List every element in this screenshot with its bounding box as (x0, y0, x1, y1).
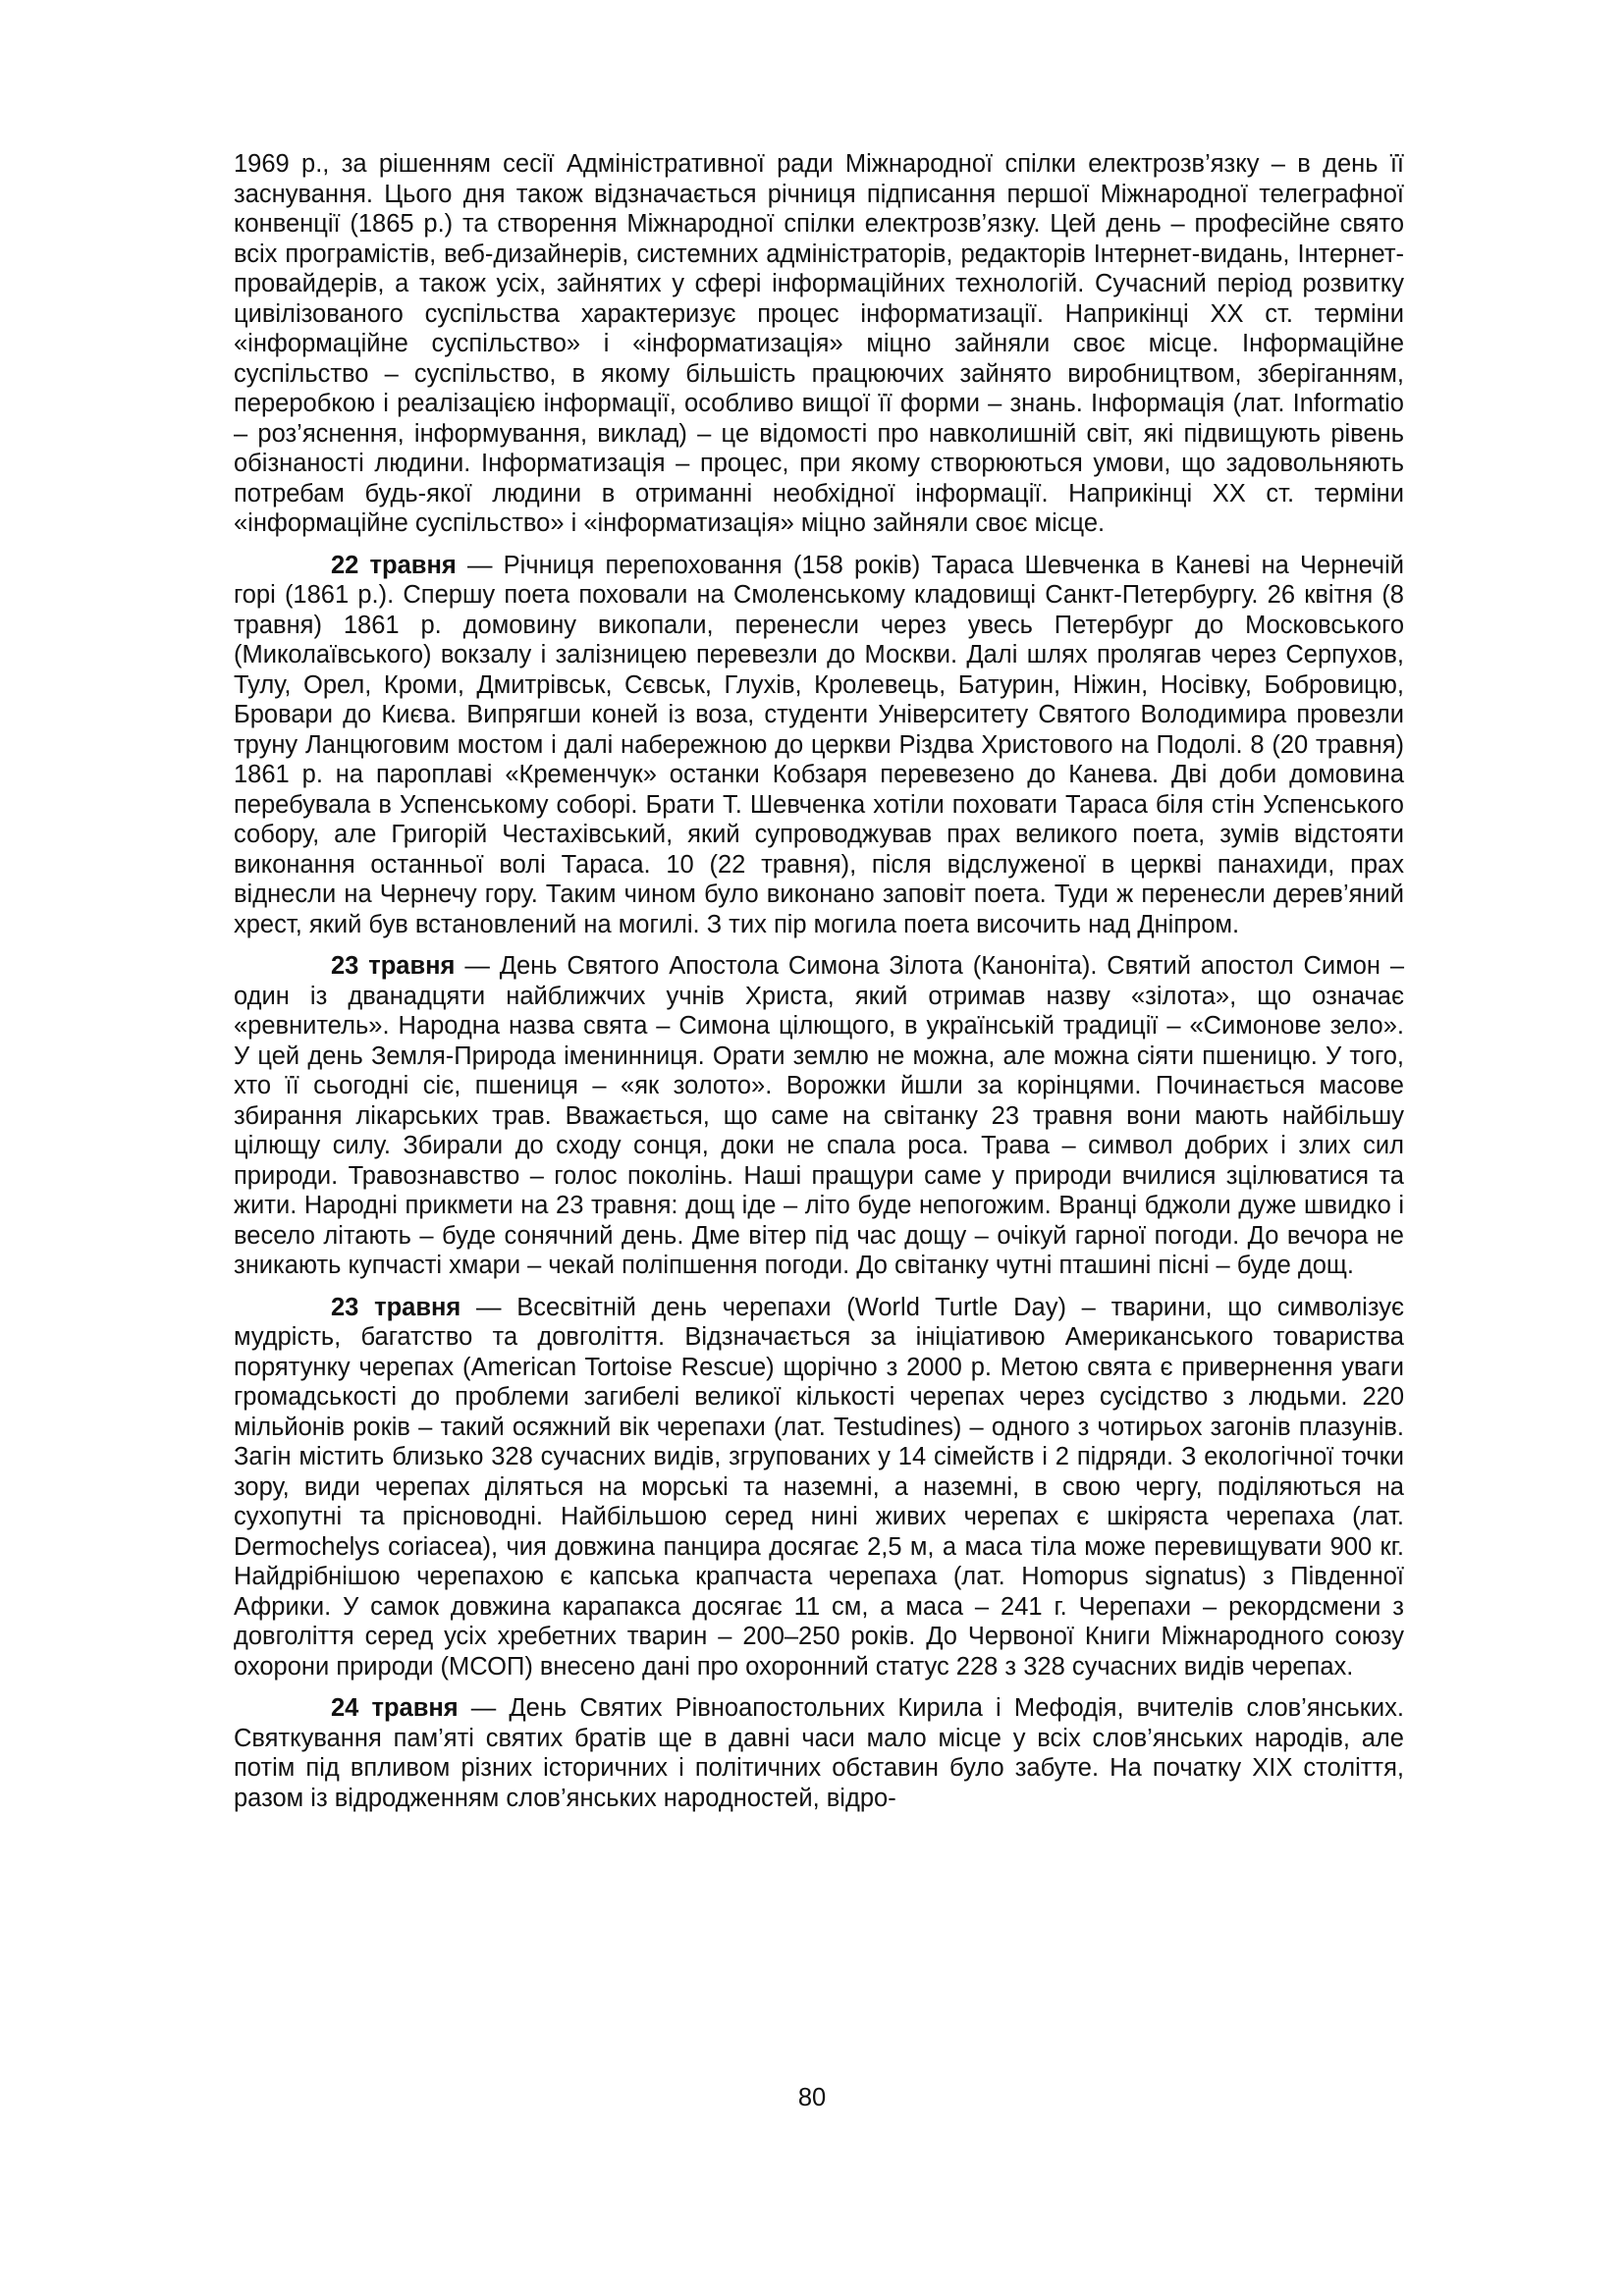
paragraph-apostle-simon-day (234, 951, 1404, 1281)
page-number: 80 (797, 2084, 827, 2111)
date-label: 22 травня (331, 551, 457, 579)
paragraph-text: — Річниця перепоховання (158 років) Тараса Шевченка в Каневі на Чернечій горі (1861 р.). Спершу поета поховали на Смоленському кладовищі Санкт-Петербургу. 26 квітня (8 травня) 1861 р. домовину викопали, перенесли через увесь Петербург до Московського (Миколаївського) вокзалу і залізницею перевезли до Москви. Далі шлях пролягав через Серпухов, Тулу, Орел, Кроми, Дмитрівськ, Сєвськ, Глухів, Кролевець, Батурин, Ніжин, Носівку, Бобровицю, Бровари до Києва. Випрягши коней із воза, студенти Університету Святого Володимира провезли труну Ланцюговим мостом і далі набережною до церкви Різдва Христового на Подолі. 8 (20 травня) 1861 р. на пароплаві «Кременчук» останки Кобзаря перевезено до Канева. Дві доби домовина перебувала в Успенському соборі. Брати Т. Шевченка хотіли поховати Тараса біля стін Успенського собору, але Григорій Честахівський, який супроводжував прах великого поета, зумів відстояти виконання останньої волі Тараса. 10 (22 травня), після відслуженої в церкві панахиди, прах віднесли на Чернечу гору. Таким чином було виконано заповіт поета. Туди ж перенесли дерев’яний хрест, який був встановлений на могилі. З тих пір могила поета височить над Дніпром. (234, 551, 1404, 938)
date-label: 24 травня (331, 1694, 459, 1722)
paragraph-text: — Всесвітній день черепахи (World Turtle Day) – тварини, що символізує мудрість, багатство та довголіття. Відзначається за ініціативою Американського товариства порятунку черепах (American Tortoise Rescue) щорічно з 2000 р. Метою свята є привернення уваги громадськості до проблеми загибелі великої кількості черепах через сусідство з людьми. 220 мільйонів років – такий осяжний вік черепахи (лат. Testudines) – одного з чотирьох загонів плазунів. Загін містить близько 328 сучасних видів, згрупованих у 14 сімейств і 2 підряди. З екологічної точки зору, види черепах діляться на морські та наземні, а наземні, в свою чергу, поділяються на сухопутні та прісноводні. Найбільшою серед нині живих черепах є шкіряста черепаха (лат. Dermochelys coriacea), чия довжина панцира досягає 2,5 м, а маса тіла може перевищувати 900 кг. Найдрібнішою черепахою є капська крапчаста черепаха (лат. Homopus signatus) з Південної Африки. У самок довжина карапакса досягає 11 см, а маса – 241 г. Черепахи – рекордсмени з довголіття серед усіх хребетних тварин – 200–250 років. До Червоної Книги Міжнародного союзу охорони природи (МСОП) внесено дані про охоронний статус 228 з 328 сучасних видів черепах. (234, 1293, 1404, 1681)
date-label: 23 травня (331, 952, 456, 980)
date-label: 23 травня (331, 1293, 461, 1321)
document-page (234, 149, 1404, 1825)
paragraph-shevchenko-reburial (234, 551, 1404, 940)
paragraph-world-turtle-day (234, 1293, 1404, 1682)
paragraph-text: 1969 р., за рішенням сесії Адміністративної ради Міжнародної спілки електрозв’язку – в день її заснування. Цього дня також відзначається річниця підписання першої Міжнародної телеграфної конвенції (1865 р.) та створення Міжнародної спілки електрозв’язку. Цей день – професійне свято всіх програмістів, веб-дизайнерів, системних адміністраторів, редакторів Інтернет-видань, Інтернет-провайдерів, а також усіх, зайнятих у сфері інформаційних технологій. Сучасний період розвитку цивілізованого суспільства характеризує процес інформатизації. Наприкінці ХХ ст. терміни «інформаційне суспільство» і «інформатизація» міцно зайняли своє місце. Інформаційне суспільство – суспільство, в якому більшість працюючих зайнято виробництвом, зберіганням, переробкою і реалізацією інформації, особливо вищої її форми – знань. Інформація (лат. Informatio – роз’яснення, інформування, виклад) – це відомості про навколишній світ, які підвищують рівень обізнаності людини. Інформатизація – процес, при якому створюються умови, що задовольняють потребам будь-якої людини в отриманні необхідної інформації. Наприкінці ХХ ст. терміни «інформаційне суспільство» і «інформатизація» міцно зайняли своє місце. (234, 150, 1404, 537)
paragraph-cyril-methodius-day (234, 1693, 1404, 1813)
paragraph-text: — День Святих Рівноапостольних Кирила і Мефодія, вчителів слов’янських. Святкування пам’яті святих братів ще в давні часи мало місце у всіх слов’янських народів, але потім під впливом різних історичних і політичних обставин було забуте. На початку XIX століття, разом із відродженням слов’янських народностей, відро- (234, 1694, 1405, 1812)
paragraph-itu-day-continuation (234, 149, 1404, 539)
paragraph-text: — День Святого Апостола Симона Зілота (Каноніта). Святий апостол Симон – один із дванадцяти найближчих учнів Христа, який отримав назву «зілота», що означає «ревнитель». Народна назва свята – Симона цілющого, в українській традиції – «Симонове зело». У цей день Земля-Природа іменинниця. Орати землю не можна, але можна сіяти пшеницю. У того, хто її сьогодні сіє, пшениця – «як золото». Ворожки йшли за корінцями. Починається масове збирання лікарських трав. Вважається, що саме на світанку 23 травня вони мають найбільшу цілющу силу. Збирали до сходу сонця, доки не спала роса. Трава – символ добрих і злих сил природи. Травознавство – голос поколінь. Наші пращури саме у природи вчилися зцілюватися та жити. Народні прикмети на 23 травня: дощ іде – літо буде непогожим. Вранці бджоли дуже швидко і весело літають – буде сонячний день. Дме вітер під час дощу – очікуй гарної погоди. До вечора не зникають купчасті хмари – чекай поліпшення погоди. До світанку чутні пташині пісні – буде дощ. (234, 952, 1405, 1279)
